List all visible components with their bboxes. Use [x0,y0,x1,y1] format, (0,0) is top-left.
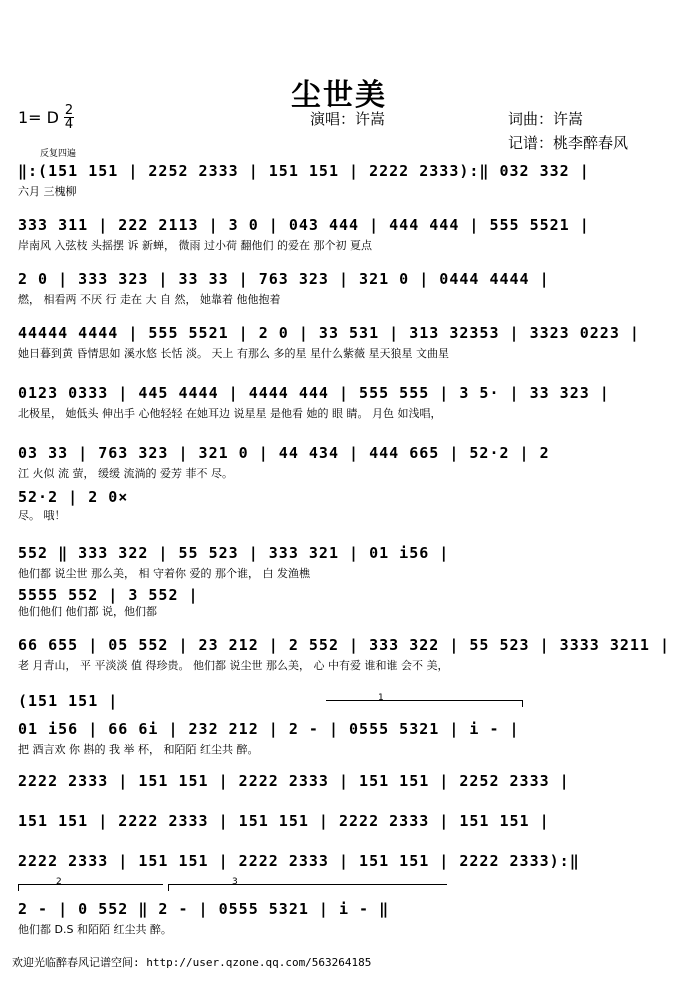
lyric-row-7: 他们都 说尘世 那么美， 相 守着你 爱的 那个谁， 白 发渔樵 [18,567,310,580]
score-row-6b: 52·2 | 2 0× [18,488,129,506]
score-row-15: 2 - | 0 552 ‖ 2 - | 0555 5321 | i - ‖ [18,900,390,918]
score-row-7: 552 ‖ 333 322 | 55 523 | 333 321 | 01 i56 | [18,544,450,562]
lyric-row-6b: 尽。 哦！ [18,509,66,522]
transcriber: 记谱：桃李醉春风 [508,134,629,152]
score-row-11: 01 i56 | 66 6i | 232 212 | 2 - | 0555 5321 | i - | [18,720,520,738]
lyric-row-5: 北极星， 她低头 伸出手 心他轻轻 在她耳边 说星星 是他看 她的 眼 睛。 月色 如浅唱， [18,407,442,420]
score-row-4: 44444 4444 | 555 5521 | 2 0 | 33 531 | 313 32353 | 3323 0223 | [18,324,640,342]
lyric-row-4: 她日暮到黄 昏情思如 溪水悠 长恬 淡。 天上 有那么 多的星 星什么紫薇 星天狼星 文曲星 [18,347,449,360]
lyricist: 词曲：许嵩 [508,110,584,128]
score-row-13: 151 151 | 2222 2333 | 151 151 | 2222 2333 | 151 151 | [18,812,550,830]
score-row-10: (151 151 | [18,692,119,710]
volta-3-label: 3 [232,877,238,887]
lyric-row-3: 燃， 相看两 不厌 行 走在 大 自 然， 她靠着 他他抱着 [18,293,281,306]
time-bottom: 4 [64,117,74,132]
singer: 演唱：许嵩 [310,110,386,128]
lyric-row-11: 把 酒言欢 你 斟的 我 举 杯， 和陌陌 红尘共 醉。 [18,743,259,756]
score-row-8: 5555 552 | 3 552 | [18,586,199,604]
volta-2-label: 2 [56,877,62,887]
repeat-note: 反复四遍 [40,149,77,159]
footer-text: 欢迎光临醉春风记谱空间: http://user.qzone.qq.com/563264185 [12,956,372,969]
score-row-6: 03 33 | 763 323 | 321 0 | 44 434 | 444 665 | 52·2 | 2 [18,444,550,462]
lyric-row-15: 他们都 D.S 和陌陌 红尘共 醉。 [18,923,172,936]
page-title: 尘世美 [291,78,387,113]
volta-2-bracket [18,884,163,891]
score-row-5: 0123 0333 | 445 4444 | 4444 444 | 555 555 | 3 5· | 33 323 | [18,384,610,402]
score-row-9: 66 655 | 05 552 | 23 212 | 2 552 | 333 322 | 55 523 | 3333 3211 | [18,636,670,654]
time-signature [64,104,74,131]
key-signature: 1= D [18,108,59,127]
lyric-row-9: 老 月青山， 平 平淡淡 值 得珍贵。 他们都 说尘世 那么美， 心 中有爱 谁和谁 会不 美， [18,659,449,672]
score-row-3: 2 0 | 333 323 | 33 33 | 763 323 | 321 0 | 0444 4444 | [18,270,550,288]
lyric-row-6: 江 火似 流 萤， 缓缓 流淌的 爱芳 菲不 尽。 [18,467,233,480]
lyric-row-8: 他们他们 他们都 说，他们都 [18,605,157,618]
volta-3-bracket [168,884,447,891]
score-row-14: 2222 2333 | 151 151 | 2222 2333 | 151 151 | 2222 2333):‖ [18,852,580,870]
lyric-row-2: 岸南风 入弦枝 头摇摆 诉 新蝉， 微雨 过小荷 翻他们 的爱在 那个初 夏点 [18,239,372,252]
volta-1-label: 1 [378,693,384,703]
time-top: 2 [64,103,74,118]
score-row-12: 2222 2333 | 151 151 | 2222 2333 | 151 151 | 2252 2333 | [18,772,570,790]
score-row-2: 333 311 | 222 2113 | 3 0 | 043 444 | 444 444 | 555 5521 | [18,216,590,234]
score-row-1: ‖:(151 151 | 2252 2333 | 151 151 | 2222 2333):‖ 032 332 | [18,162,590,180]
lyric-row-1: 六月 三槐柳 [18,185,77,198]
